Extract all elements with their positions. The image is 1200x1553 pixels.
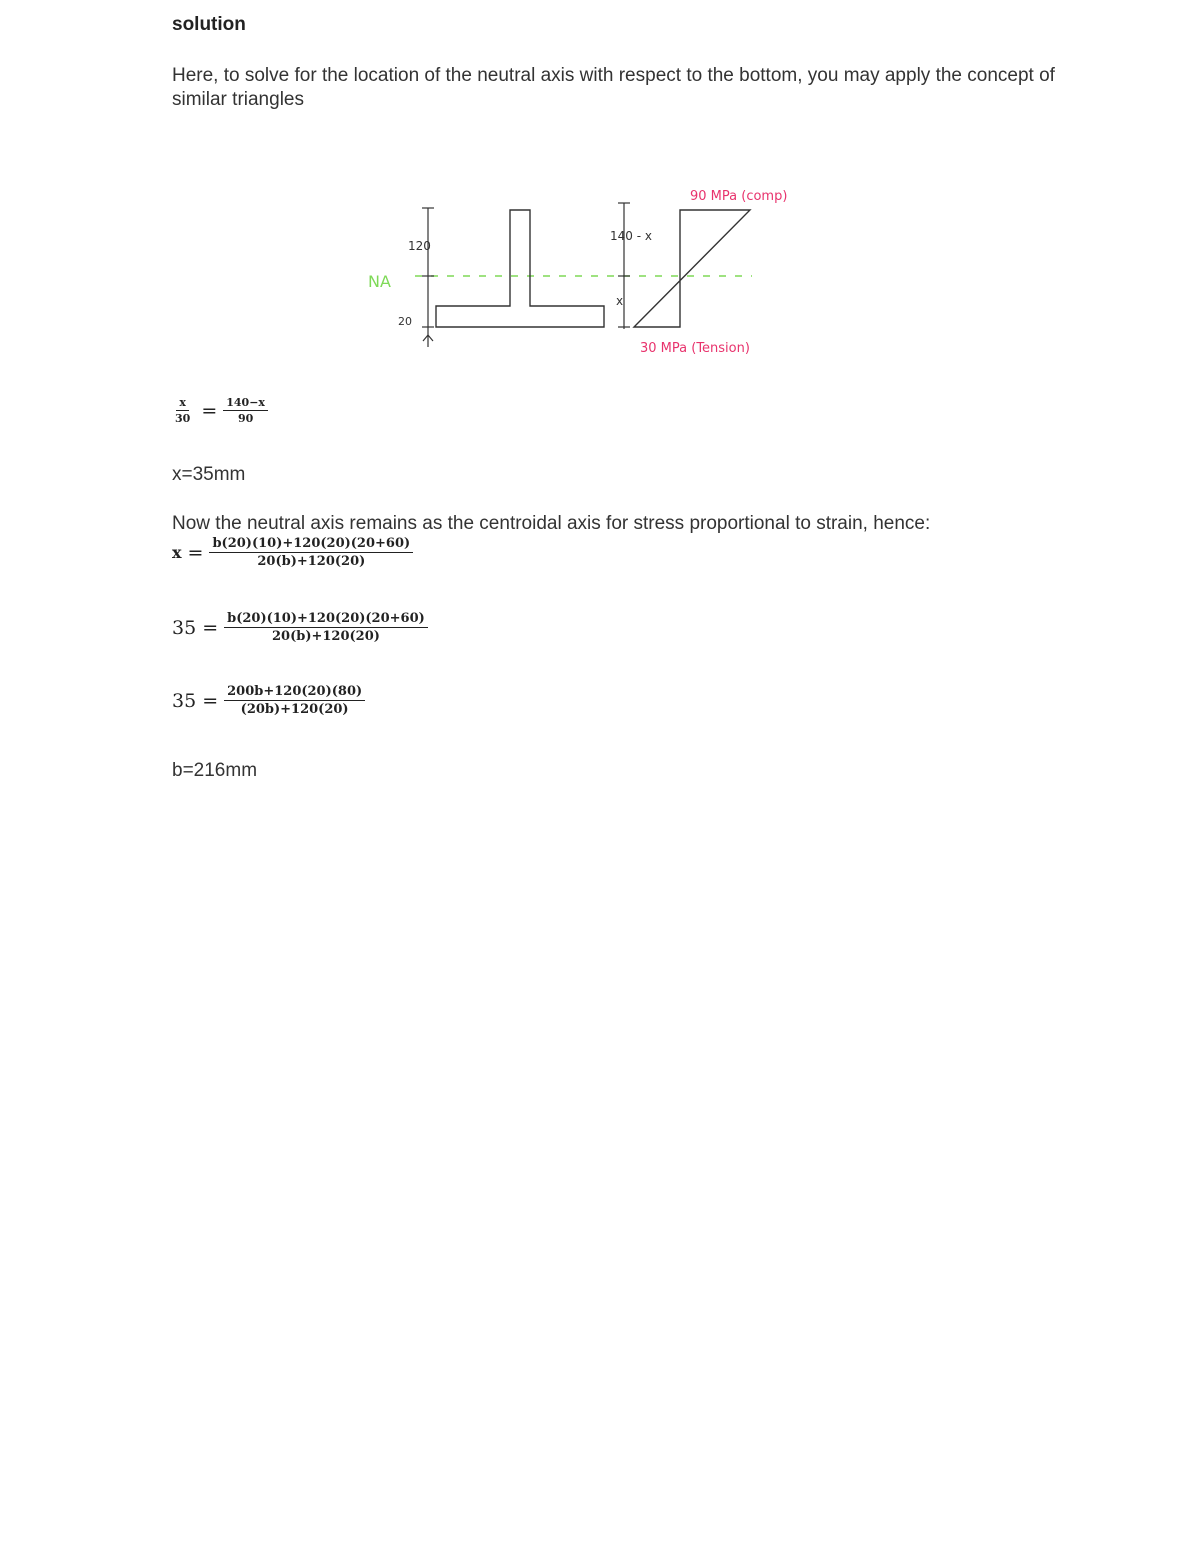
na-label: NA	[368, 272, 391, 291]
similar-triangles-equation	[172, 396, 268, 425]
intro-paragraph: Here, to solve for the location of the neutral axis with respect to the bottom, you may apply the concept of similar triangles	[172, 65, 1055, 110]
result-b: b=216mm	[172, 760, 258, 781]
eq1-lhs-fraction	[172, 396, 193, 425]
solution-heading: solution	[172, 14, 246, 35]
eq1-rhs-fraction	[223, 396, 268, 425]
centroid-equation	[172, 536, 413, 569]
eq1-lhs-denominator: 30	[175, 412, 191, 425]
compression-label: 90 MPa (comp)	[690, 189, 788, 204]
eq4-equals: =	[202, 689, 219, 712]
eq1-rhs-numerator: 140−x	[223, 396, 268, 411]
eq4-numerator: 200b+120(20)(80)	[224, 684, 365, 701]
eq2-denominator: 20(b)+120(20)	[257, 554, 366, 569]
eq4-lhs: 35	[172, 689, 197, 712]
eq3-equals: =	[202, 616, 219, 639]
simplified-equation	[172, 684, 365, 717]
dim-upper-right-label: 140 - x	[610, 229, 652, 243]
substituted-equation	[172, 611, 428, 644]
eq4-fraction	[224, 684, 365, 717]
t-beam-section	[436, 210, 604, 327]
stress-diagram	[360, 175, 820, 370]
eq2-fraction	[209, 536, 413, 569]
stress-distribution	[634, 210, 750, 327]
eq3-denominator: 20(b)+120(20)	[272, 629, 380, 644]
eq1-equals: =	[201, 399, 218, 422]
eq2-equals: =	[187, 541, 204, 564]
eq1-rhs-denominator: 90	[237, 412, 254, 425]
eq3-fraction	[224, 611, 428, 644]
result-x: x=35mm	[172, 464, 246, 485]
eq2-lhs: x	[172, 543, 182, 562]
dim-bottom-label: 20	[398, 315, 412, 328]
eq2-numerator: b(20)(10)+120(20)(20+60)	[209, 536, 413, 553]
centroid-paragraph: Now the neutral axis remains as the centroidal axis for stress proportional to strain, hence:	[172, 513, 931, 534]
dim-lower-right-label: x	[616, 294, 624, 308]
eq3-numerator: b(20)(10)+120(20)(20+60)	[224, 611, 428, 628]
eq3-lhs: 35	[172, 616, 197, 639]
dim-top-label: 120	[408, 239, 431, 253]
eq4-denominator: (20b)+120(20)	[240, 702, 349, 717]
tension-label: 30 MPa (Tension)	[640, 341, 750, 356]
eq1-lhs-numerator: x	[176, 396, 189, 411]
